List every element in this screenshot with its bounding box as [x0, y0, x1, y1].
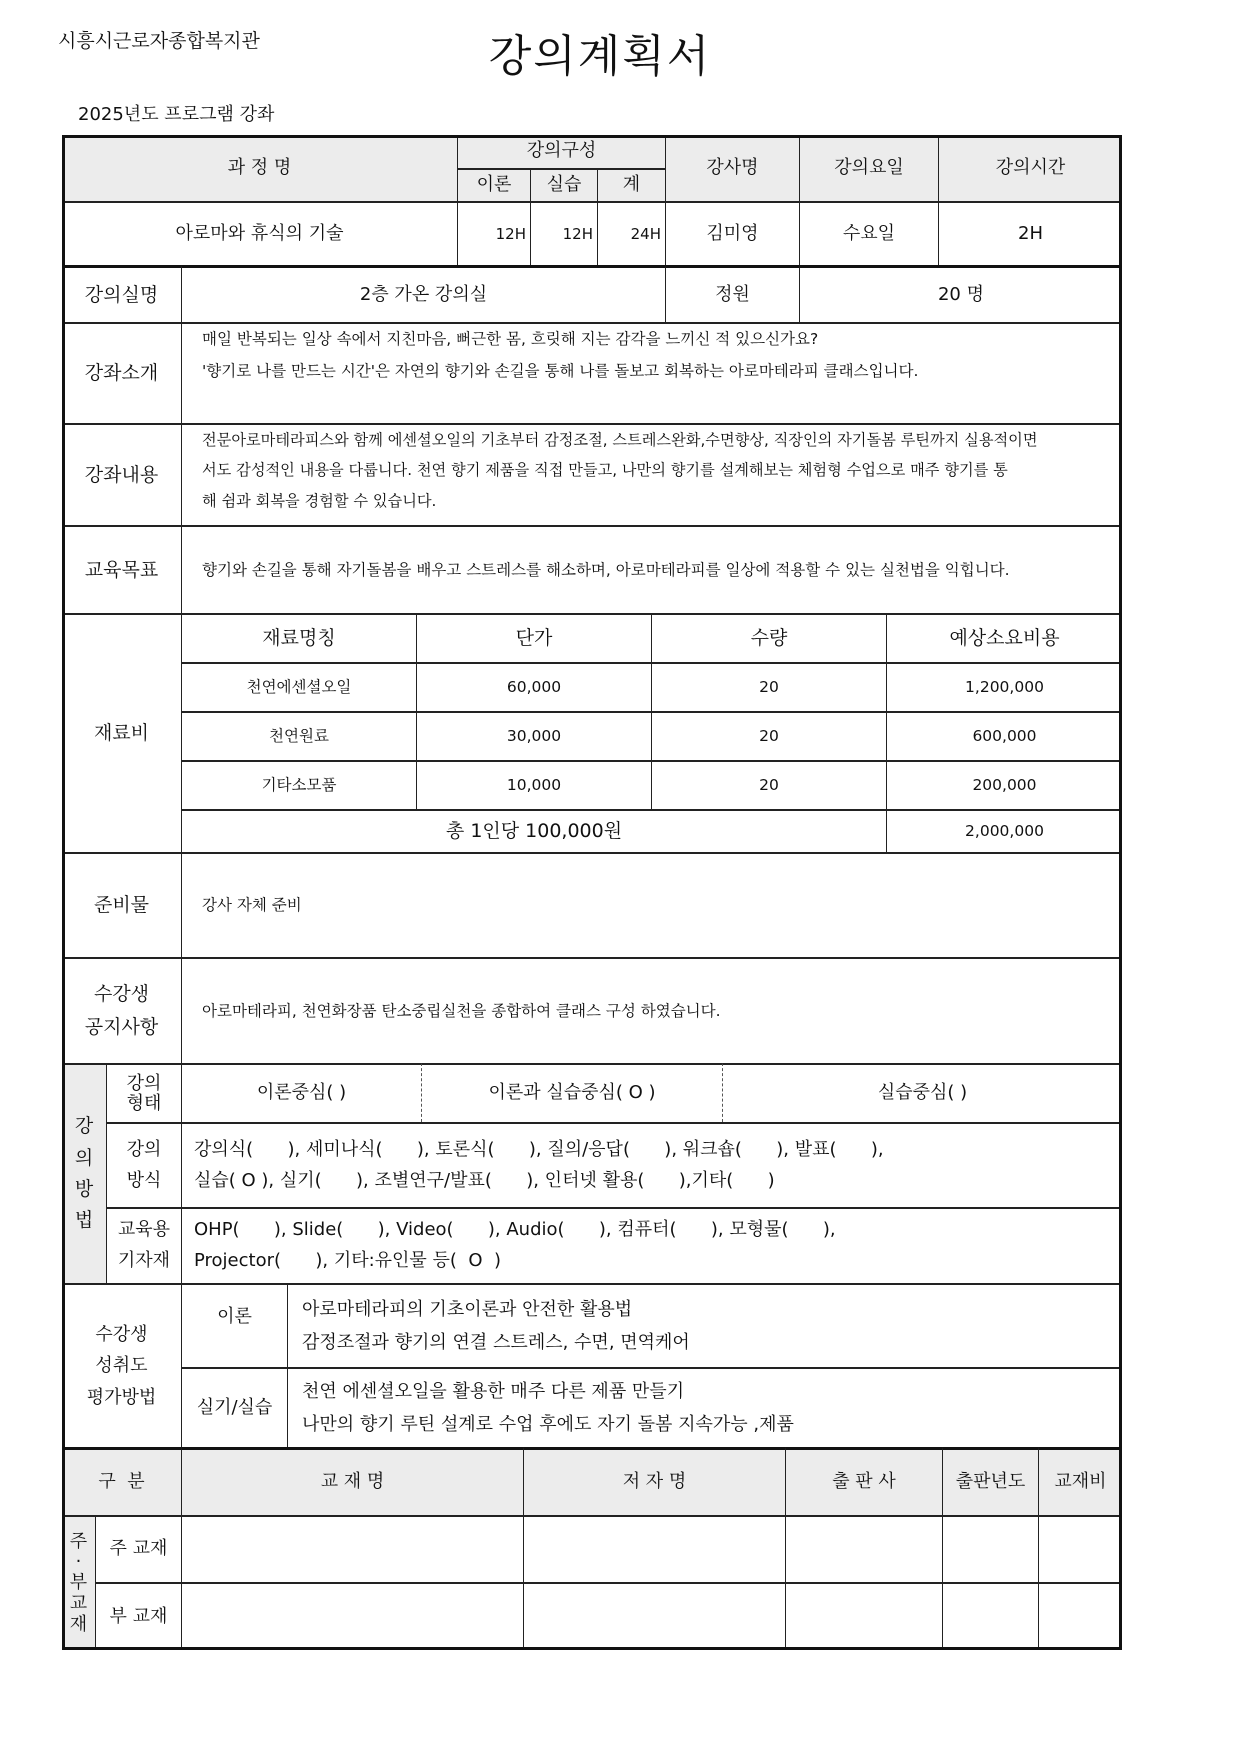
- method-equipment-line: OHP( ), Slide( ), Video( ), Audio( ), 컴퓨터( ), 모형물( ),: [194, 1219, 836, 1241]
- method-style-text: [181, 1122, 1122, 1207]
- material-quantity: 20: [651, 662, 886, 711]
- hours-value: 2H: [938, 201, 1122, 265]
- textbook-group-char: 재: [69, 1613, 88, 1635]
- materials-total-label: 총 1인당 100,000원: [181, 809, 886, 852]
- material-unit-price: 60,000: [416, 662, 651, 711]
- evaluation-theory-text: [287, 1283, 1122, 1367]
- method-form-label-line: 강의: [126, 1072, 162, 1094]
- intro-line: 매일 반복되는 일상 속에서 지친마음, 뻐근한 몸, 흐릿해 지는 감각을 느끼신 적 있으신가요?: [202, 330, 819, 348]
- evaluation-label-line: 성취도: [95, 1355, 148, 1377]
- practice-hours-value: 12H: [530, 201, 597, 265]
- textbook-header-category: 구 분: [62, 1447, 181, 1515]
- textbook-header-year: 출판년도: [942, 1447, 1038, 1515]
- page-subtitle: 2025년도 프로그램 강좌: [78, 104, 275, 125]
- evaluation-theory-line: 감정조절과 향기의 연결 스트레스, 수면, 면역케어: [302, 1332, 690, 1353]
- method-equipment-label: [106, 1207, 181, 1283]
- header-course-name: 과 정 명: [62, 135, 457, 201]
- textbook-header-title: 교 재 명: [181, 1447, 523, 1515]
- materials-total-value: 2,000,000: [886, 809, 1122, 852]
- textbook-group-char: 주: [69, 1530, 88, 1552]
- evaluation-label-line: 평가방법: [86, 1386, 157, 1408]
- textbook-publisher-cell[interactable]: [785, 1582, 942, 1650]
- material-unit-price: 30,000: [416, 711, 651, 760]
- prep-label: 준비물: [62, 852, 181, 957]
- textbook-price-cell[interactable]: [1038, 1582, 1122, 1650]
- room-label: 강의실명: [62, 265, 181, 322]
- evaluation-practice-label: 실기/실습: [181, 1367, 287, 1447]
- method-equipment-label-line: 교육용: [117, 1219, 171, 1241]
- page-title: [0, 20, 1240, 84]
- capacity-label: 정원: [665, 265, 799, 322]
- method-group-char: 강: [74, 1115, 94, 1138]
- textbook-group-label: [62, 1515, 95, 1650]
- materials-label: 재료비: [62, 613, 181, 852]
- room-value: 2층 가온 강의실: [181, 265, 665, 322]
- prep-text: 강사 자체 준비: [181, 852, 1122, 957]
- evaluation-theory-label: 이론: [181, 1283, 287, 1367]
- method-form-option[interactable]: 이론중심( ): [181, 1063, 421, 1122]
- material-name: 천연원료: [181, 711, 416, 760]
- method-form-label: [106, 1063, 181, 1122]
- page-title-text: 강의계획서: [488, 31, 712, 82]
- materials-col-unit-price: 단가: [416, 613, 651, 662]
- header-practice: 실습: [530, 168, 597, 201]
- content-line: 서도 감성적인 내용을 다룹니다. 천연 향기 제품을 직접 만들고, 나만의 향기를 설계해보는 체험형 수업으로 매주 향기를 통: [202, 461, 1008, 480]
- notice-label-line: 공지사항: [84, 1016, 159, 1038]
- material-name: 기타소모품: [181, 760, 416, 809]
- method-group-char: 방: [74, 1178, 94, 1200]
- content-line: 전문아로마테라피스와 함께 에센셜오일의 기초부터 감정조절, 스트레스완화,수면향상, 직장인의 자기돌봄 루틴까지 실용적이면: [202, 431, 1038, 449]
- method-group-char: 의: [74, 1146, 94, 1169]
- header-hours: 강의시간: [938, 135, 1122, 201]
- notice-text: 아로마테라피, 천연화장품 탄소중립실천을 종합하여 클래스 구성 하였습니다.: [181, 957, 1122, 1063]
- materials-col-quantity: 수량: [651, 613, 886, 662]
- textbook-author-cell[interactable]: [523, 1582, 785, 1650]
- evaluation-theory-line: 아로마테라피의 기초이론과 안전한 활용법: [302, 1298, 633, 1320]
- materials-col-name: 재료명칭: [181, 613, 416, 662]
- intro-line: '향기로 나를 만드는 시간'은 자연의 향기와 손길을 통해 나를 돌보고 회복하는 아로마테라피 클래스입니다.: [202, 361, 919, 380]
- material-cost: 200,000: [886, 760, 1122, 809]
- textbook-type: 주 교재: [95, 1515, 181, 1582]
- method-style-line: 실습( O ), 실기( ), 조별연구/발표( ), 인터넷 활용( ),기타( ): [194, 1169, 775, 1191]
- materials-col-cost: 예상소요비용: [886, 613, 1122, 662]
- header-theory: 이론: [457, 168, 530, 201]
- content-text: [181, 423, 1122, 525]
- header-total: 계: [597, 168, 665, 201]
- method-equipment-line: Projector( ), 기타:유인물 등( O ): [194, 1250, 502, 1271]
- material-quantity: 20: [651, 711, 886, 760]
- evaluation-label: [62, 1283, 181, 1447]
- textbook-price-cell[interactable]: [1038, 1515, 1122, 1582]
- material-cost: 1,200,000: [886, 662, 1122, 711]
- textbook-year-cell[interactable]: [942, 1515, 1038, 1582]
- evaluation-practice-line: 천연 에센셜오일을 활용한 매주 다른 제품 만들기: [302, 1380, 685, 1402]
- textbook-publisher-cell[interactable]: [785, 1515, 942, 1582]
- intro-label: 강좌소개: [62, 322, 181, 423]
- textbook-year-cell[interactable]: [942, 1582, 1038, 1650]
- material-name: 천연에센셜오일: [181, 662, 416, 711]
- method-group-label: [62, 1063, 106, 1283]
- organization-name: 시흥시근로자종합복지관: [58, 30, 260, 52]
- notice-label-line: 수강생: [93, 982, 150, 1005]
- method-equipment-text: [181, 1207, 1122, 1283]
- evaluation-practice-line: 나만의 향기 루틴 설계로 수업 후에도 자기 돌봄 지속가능 ,제품: [302, 1414, 794, 1435]
- method-form-label-line: 형태: [126, 1092, 162, 1114]
- method-style-label-line: 방식: [126, 1169, 162, 1191]
- material-cost: 600,000: [886, 711, 1122, 760]
- method-style-label: [106, 1122, 181, 1207]
- header-composition: 강의구성: [457, 135, 665, 168]
- content-line: 해 쉼과 회복을 경험할 수 있습니다.: [202, 491, 437, 510]
- header-day: 강의요일: [799, 135, 938, 201]
- evaluation-label-line: 수강생: [95, 1323, 148, 1345]
- evaluation-practice-text: [287, 1367, 1122, 1447]
- textbook-group-char: 교: [69, 1592, 88, 1614]
- header-instructor: 강사명: [665, 135, 799, 201]
- day-value: 수요일: [799, 201, 938, 265]
- notice-label: [62, 957, 181, 1063]
- textbook-title-cell[interactable]: [181, 1515, 523, 1582]
- material-unit-price: 10,000: [416, 760, 651, 809]
- textbook-title-cell[interactable]: [181, 1582, 523, 1650]
- total-hours-value: 24H: [597, 201, 665, 265]
- method-style-line: 강의식( ), 세미나식( ), 토론식( ), 질의/응답( ), 워크숍( ), 발표( ),: [194, 1138, 884, 1160]
- textbook-group-char: ·: [75, 1551, 82, 1573]
- course-name-value: 아로마와 휴식의 기술: [62, 201, 457, 265]
- textbook-header-author: 저 자 명: [523, 1447, 785, 1515]
- intro-text: [181, 322, 1122, 423]
- goal-text: 향기와 손길을 통해 자기돌봄을 배우고 스트레스를 해소하며, 아로마테라피를 일상에 적용할 수 있는 실천법을 익힙니다.: [181, 525, 1122, 613]
- method-form-option[interactable]: 이론과 실습중심( O ): [421, 1063, 722, 1122]
- method-equipment-label-line: 기자재: [117, 1250, 171, 1271]
- textbook-type: 부 교재: [95, 1582, 181, 1650]
- method-form-option[interactable]: 실습중심( ): [722, 1063, 1122, 1122]
- textbook-group-char: 부: [69, 1572, 88, 1594]
- textbook-header-price: 교재비: [1038, 1447, 1122, 1515]
- capacity-value: 20 명: [799, 265, 1122, 322]
- method-group-char: 법: [74, 1209, 94, 1232]
- theory-hours-value: 12H: [457, 201, 530, 265]
- instructor-value: 김미영: [665, 201, 799, 265]
- content-label: 강좌내용: [62, 423, 181, 525]
- goal-label: 교육목표: [62, 525, 181, 613]
- textbook-header-publisher: 출 판 사: [785, 1447, 942, 1515]
- material-quantity: 20: [651, 760, 886, 809]
- textbook-author-cell[interactable]: [523, 1515, 785, 1582]
- method-style-label-line: 강의: [126, 1138, 162, 1160]
